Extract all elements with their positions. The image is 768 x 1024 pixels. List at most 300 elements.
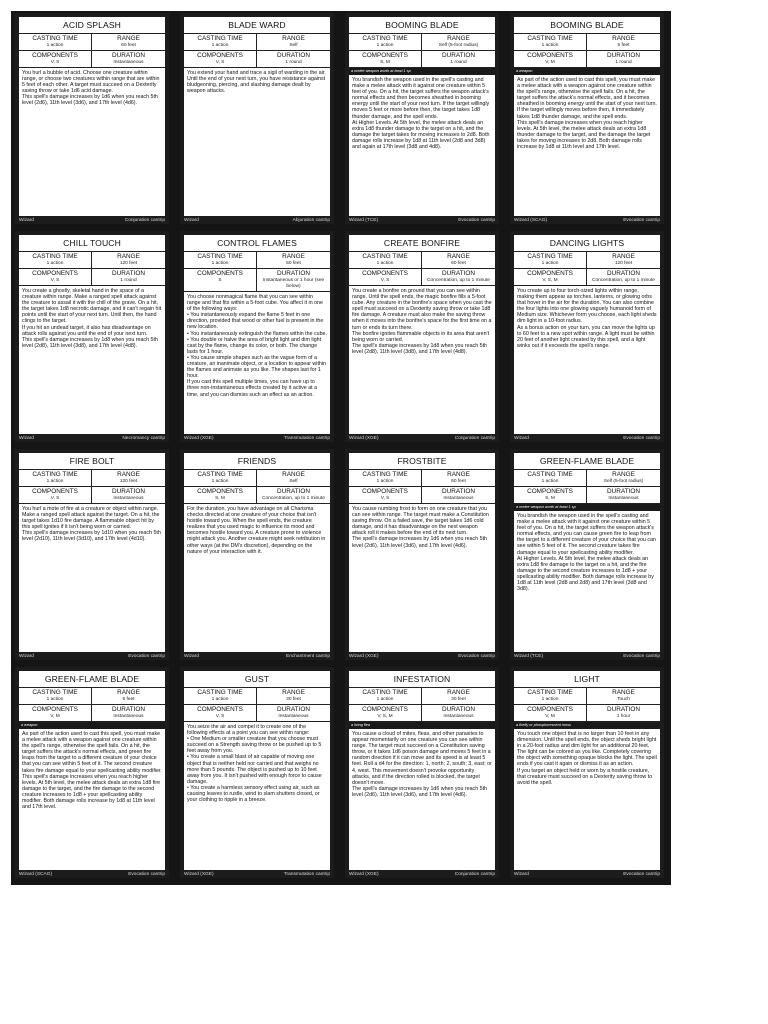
casting-time-cell bbox=[514, 252, 587, 268]
casting-time-value: 1 action bbox=[376, 43, 394, 48]
casting-time-label: CASTING TIME bbox=[527, 689, 573, 696]
casting-time-value: 1 action bbox=[46, 261, 64, 266]
card-footer bbox=[184, 216, 330, 224]
spell-description: As part of the action used to cast this spell, you must make a melee attack with a weapon against one creature within the spell's range, otherwise the spell fails. On a hit, the target suffers the attack's normal effects, and green fire leaps from the target to a different creature of your choice that you can see within 5 feet of it. The second creature takes fire damage equal to your spellcasting ability modifier. This spell's damage increases when you reach higher levels. At 5th level, the melee attack deals an extra 1d8 fire damage to the target, and the fire damage to the second creature increases to 1d8 + your spellcasting ability modifier. Both damage rolls increase by 1d8 at 11th level and 17th level. bbox=[22, 731, 162, 811]
range-cell bbox=[422, 688, 495, 704]
components-label: COMPONENTS bbox=[197, 488, 243, 495]
components-value: V, S bbox=[50, 60, 60, 65]
components-cell bbox=[514, 268, 587, 285]
casting-time-cell bbox=[19, 252, 92, 268]
casting-time-cell bbox=[184, 688, 257, 704]
range-cell bbox=[587, 252, 660, 268]
spell-title: ACID SPLASH bbox=[19, 17, 165, 34]
spell-card bbox=[15, 449, 169, 660]
range-cell bbox=[257, 688, 330, 704]
range-cell bbox=[92, 252, 165, 268]
duration-label: DURATION bbox=[607, 488, 640, 495]
spell-description: You create a bonfire on ground that you can see within range. Until the spell ends, the magic bonfire fills a 5-foot cube. Any creature in the bonfire's space when you cast the spell must succeed on a Dexterity saving throw or take 1d8 fire damage. A creature must also make the saving throw when it moves into the bonfire's space for the first time on a turn or ends its turn there. The bonfire ignites flammable objects in its area that aren't being worn or carried. The spell's damage increases by 1d8 when you reach 5th level (2d8), 11th level (3d8), and 17th level (4d8). bbox=[352, 288, 492, 355]
spell-card bbox=[345, 13, 499, 224]
components-value: V, S bbox=[380, 496, 390, 501]
components-cell bbox=[19, 704, 92, 721]
components-cell bbox=[514, 486, 587, 503]
components-label: COMPONENTS bbox=[32, 270, 78, 277]
spell-card bbox=[180, 13, 334, 224]
casting-time-cell bbox=[349, 470, 422, 486]
duration-value: 1 round bbox=[120, 278, 137, 283]
spell-source: Wizard bbox=[184, 653, 199, 659]
spell-card bbox=[15, 667, 169, 878]
casting-time-label: CASTING TIME bbox=[32, 35, 78, 42]
duration-label: DURATION bbox=[112, 52, 145, 59]
spell-card bbox=[345, 667, 499, 878]
duration-cell bbox=[587, 268, 660, 285]
card-body bbox=[19, 453, 165, 652]
spell-stats bbox=[19, 252, 165, 286]
spell-description: You create up to four torch-sized lights within range, making them appear as torches, lanterns, or glowing orbs that hover in the air for the duration. You can also combine the four lights into one glowing vaguely humanoid form of Medium size. Whichever form you choose, each light sheds dim light in a 10-foot radius. As a bonus action on your turn, you can move the lights up to 60 feet to a new spot within range. A light must be within 20 feet of another light created by this spell, and a light winks out if it exceeds the spell's range. bbox=[517, 288, 657, 349]
components-value: V, S bbox=[215, 60, 225, 65]
spell-title: FIRE BOLT bbox=[19, 453, 165, 470]
spell-school: Evocation cantrip bbox=[128, 871, 165, 877]
duration-value: Instantaneous bbox=[113, 496, 144, 501]
range-cell bbox=[422, 470, 495, 486]
components-label: COMPONENTS bbox=[362, 52, 408, 59]
range-cell bbox=[257, 34, 330, 50]
spell-description: You hurl a bubble of acid. Choose one creature within range, or choose two creatures within range that are within 5 feet of each other. A target must succeed on a Dexterity saving throw or take 1d6 acid damage. This spell's damage increases by 1d6 when you reach 5th level (2d6), 11th level (3d6), and 17th level (4d6). bbox=[22, 70, 160, 107]
casting-time-value: 1 action bbox=[211, 697, 229, 702]
spell-school: Evocation cantrip bbox=[623, 653, 660, 659]
range-value: Self bbox=[289, 43, 298, 48]
spell-stats bbox=[184, 688, 330, 722]
spell-school: Evocation cantrip bbox=[623, 435, 660, 441]
spell-card bbox=[510, 449, 664, 660]
components-value: V, M bbox=[50, 714, 60, 719]
spell-school: Enchantment cantrip bbox=[286, 653, 330, 659]
spell-title: CREATE BONFIRE bbox=[349, 235, 495, 252]
range-label: RANGE bbox=[117, 471, 140, 478]
spell-title: GREEN-FLAME BLADE bbox=[514, 453, 660, 470]
duration-cell bbox=[257, 486, 330, 503]
duration-label: DURATION bbox=[277, 52, 310, 59]
card-footer bbox=[349, 434, 495, 442]
components-label: COMPONENTS bbox=[32, 706, 78, 713]
spell-school: Transmutation cantrip bbox=[283, 435, 330, 441]
duration-cell bbox=[587, 486, 660, 503]
components-cell bbox=[349, 704, 422, 721]
range-cell bbox=[257, 252, 330, 268]
casting-time-cell bbox=[349, 688, 422, 704]
spell-source: Wizard (SCAG) bbox=[19, 871, 53, 877]
spell-school: Evocation cantrip bbox=[623, 871, 660, 877]
spell-stats bbox=[184, 34, 330, 68]
range-cell bbox=[587, 34, 660, 50]
card-footer bbox=[19, 216, 165, 224]
spell-source: Wizard (XGE) bbox=[184, 871, 214, 877]
range-label: RANGE bbox=[282, 35, 305, 42]
casting-time-value: 1 action bbox=[211, 261, 229, 266]
spell-card bbox=[15, 231, 169, 442]
spell-source: Wizard bbox=[19, 217, 34, 223]
material-component: a melee weapon worth at least 1 sp bbox=[349, 68, 495, 75]
card-footer bbox=[349, 216, 495, 224]
components-label: COMPONENTS bbox=[527, 270, 573, 277]
casting-time-cell bbox=[184, 34, 257, 50]
components-value: S bbox=[218, 278, 222, 283]
spell-title: CHILL TOUCH bbox=[19, 235, 165, 252]
range-label: RANGE bbox=[447, 253, 470, 260]
duration-label: DURATION bbox=[277, 706, 310, 713]
components-cell bbox=[184, 704, 257, 721]
card-body bbox=[19, 235, 165, 434]
duration-value: 1 hour bbox=[616, 714, 631, 719]
duration-value: Concentration, up to 1 minute bbox=[592, 278, 655, 283]
range-value: 60 feet bbox=[451, 261, 466, 266]
range-cell bbox=[257, 470, 330, 486]
range-value: Self bbox=[289, 479, 298, 484]
spell-stats bbox=[19, 688, 165, 722]
spell-card bbox=[510, 231, 664, 442]
casting-time-value: 1 action bbox=[211, 43, 229, 48]
casting-time-value: 1 action bbox=[46, 697, 64, 702]
spell-school: Abjuration cantrip bbox=[292, 217, 330, 223]
range-label: RANGE bbox=[117, 253, 140, 260]
duration-cell bbox=[257, 704, 330, 721]
duration-value: 1 round bbox=[285, 60, 302, 65]
duration-cell bbox=[92, 50, 165, 67]
range-cell bbox=[92, 688, 165, 704]
casting-time-cell bbox=[514, 470, 587, 486]
components-label: COMPONENTS bbox=[362, 706, 408, 713]
card-footer bbox=[19, 434, 165, 442]
components-label: COMPONENTS bbox=[527, 706, 573, 713]
spell-source: Wizard bbox=[514, 871, 529, 877]
casting-time-value: 1 action bbox=[541, 479, 559, 484]
casting-time-value: 1 action bbox=[376, 261, 394, 266]
card-body bbox=[184, 17, 330, 216]
spell-title: BLADE WARD bbox=[184, 17, 330, 34]
components-value: V, S, M bbox=[542, 278, 558, 283]
duration-value: Instantaneous bbox=[278, 714, 309, 719]
spell-source: Wizard bbox=[19, 435, 34, 441]
range-value: 60 feet bbox=[286, 261, 301, 266]
spell-school: Evocation cantrip bbox=[128, 653, 165, 659]
components-value: V, M bbox=[545, 714, 555, 719]
range-label: RANGE bbox=[117, 689, 140, 696]
spell-card bbox=[510, 667, 664, 878]
card-footer bbox=[184, 652, 330, 660]
spell-title: BOOMING BLADE bbox=[349, 17, 495, 34]
range-value: 120 feet bbox=[119, 479, 138, 484]
casting-time-label: CASTING TIME bbox=[527, 253, 573, 260]
duration-cell bbox=[422, 50, 495, 67]
casting-time-cell bbox=[514, 34, 587, 50]
components-value: S, M bbox=[380, 60, 390, 65]
range-value: Touch bbox=[617, 697, 630, 702]
duration-label: DURATION bbox=[112, 706, 145, 713]
range-value: 5 feet bbox=[617, 43, 630, 48]
card-body bbox=[349, 453, 495, 652]
duration-cell bbox=[422, 268, 495, 285]
range-label: RANGE bbox=[447, 471, 470, 478]
range-value: Self (5-foot radius) bbox=[438, 43, 479, 48]
duration-label: DURATION bbox=[607, 270, 640, 277]
range-cell bbox=[422, 252, 495, 268]
casting-time-label: CASTING TIME bbox=[32, 689, 78, 696]
spell-school: Evocation cantrip bbox=[458, 217, 495, 223]
range-cell bbox=[587, 688, 660, 704]
duration-cell bbox=[422, 486, 495, 503]
spell-school: Evocation cantrip bbox=[623, 217, 660, 223]
spell-source: Wizard (TCE) bbox=[514, 653, 544, 659]
spell-description: As part of the action used to cast this spell, you must make a melee attack with a weapon against one creature within the spell's range, otherwise the spell fails. On a hit, the target suffers the attack's normal effects, and it becomes sheathed in booming energy until the start of your next turn. If the target willingly moves before then, it immediately takes 1d8 thunder damage, and the spell ends. This spell's damage increases when you reach higher levels. At 5th level, the melee attack deals an extra 1d8 thunder damage to the target, and the damage the target takes for moving increases to 2d8. Both damage rolls increase by 1d8 at 11th level and 17th level. bbox=[517, 77, 657, 151]
range-value: Self (5-foot radius) bbox=[603, 479, 644, 484]
spell-stats bbox=[514, 252, 660, 286]
components-cell bbox=[19, 486, 92, 503]
spell-source: Wizard (XGE) bbox=[184, 435, 214, 441]
components-label: COMPONENTS bbox=[362, 270, 408, 277]
spell-stats bbox=[349, 688, 495, 722]
card-footer bbox=[184, 870, 330, 878]
duration-value: Instantaneous bbox=[113, 60, 144, 65]
spell-source: Wizard (TCE) bbox=[349, 217, 379, 223]
material-component: a melee weapon worth at least 1 sp bbox=[514, 504, 660, 511]
casting-time-value: 1 action bbox=[541, 261, 559, 266]
card-body bbox=[349, 235, 495, 434]
spell-school: Transmutation cantrip bbox=[283, 871, 330, 877]
spell-description: You brandish the weapon used in the spell's casting and make a melee attack with it against one creature within 5 feet of you. On a hit, the target suffers the weapon attack's normal effects, and you can cause green fire to leap from the target to a different creature of your choice that you can see within 5 feet of it. The second creature takes fire damage equal to your spellcasting ability modifier. At Higher Levels. At 5th level, the melee attack deals an extra 1d8 fire damage to the target on a hit, and the fire damage to the second creature increases to 1d8 + your spellcasting ability modifier. Both damage rolls increase by 1d8 at 11th level (2d8 and 2d8) and 17th level (3d8 and 3d8). bbox=[517, 513, 656, 593]
duration-value: Instantaneous bbox=[113, 714, 144, 719]
spell-source: Wizard (XGE) bbox=[349, 653, 379, 659]
duration-value: Instantaneous bbox=[443, 496, 474, 501]
casting-time-value: 1 action bbox=[376, 479, 394, 484]
spell-card bbox=[180, 231, 334, 442]
range-label: RANGE bbox=[447, 35, 470, 42]
range-label: RANGE bbox=[282, 471, 305, 478]
range-value: 60 feet bbox=[451, 479, 466, 484]
components-label: COMPONENTS bbox=[197, 270, 243, 277]
casting-time-label: CASTING TIME bbox=[362, 471, 408, 478]
duration-cell bbox=[92, 704, 165, 721]
spell-description: You create a ghostly, skeletal hand in the space of a creature within range. Make a ranged spell attack against the creature to assail it with the chill of the grave. On a hit, the target takes 1d8 necrotic damage, and it can't regain hit points until the start of your next turn. Until then, the hand clings to the target. If you hit an undead target, it also has disadvantage on attack rolls against you until the end of your next turn. This spell's damage increases by 1d8 when you reach 5th level (2d8), 11th level (3d8), and 17th level (4d8). bbox=[22, 288, 162, 349]
duration-value: Concentration, up to 1 minute bbox=[427, 278, 490, 283]
card-body bbox=[514, 235, 660, 434]
material-component: a weapon bbox=[19, 722, 165, 729]
range-label: RANGE bbox=[282, 253, 305, 260]
duration-value: 1 round bbox=[615, 60, 632, 65]
range-label: RANGE bbox=[612, 35, 635, 42]
spell-stats bbox=[514, 34, 660, 68]
card-footer bbox=[514, 216, 660, 224]
spell-source: Wizard (XGE) bbox=[349, 871, 379, 877]
range-label: RANGE bbox=[447, 689, 470, 696]
range-value: 120 feet bbox=[119, 261, 138, 266]
spell-source: Wizard bbox=[184, 217, 199, 223]
duration-label: DURATION bbox=[442, 488, 475, 495]
spell-description: For the duration, you have advantage on all Charisma checks directed at one creature of your choice that isn't hostile toward you. When the spell ends, the creature realizes that you used magic to influence its mood and becomes hostile toward you. A creature prone to violence might attack you. Another creature might seek retribution in other ways (at the DM's discretion), depending on the nature of your interaction with it. bbox=[187, 506, 327, 555]
duration-cell bbox=[587, 704, 660, 721]
spell-description: You cause numbing frost to form on one creature that you can see within range. The target must make a Constitution saving throw. On a failed save, the target takes 1d6 cold damage, and it has disadvantage on the next weapon attack roll it makes before the end of its next turn. The spell's damage increases by 1d6 when you reach 5th level (2d6), 11th level (3d6), and 17th level (4d6). bbox=[352, 506, 489, 549]
casting-time-label: CASTING TIME bbox=[32, 471, 78, 478]
casting-time-label: CASTING TIME bbox=[527, 35, 573, 42]
spell-stats bbox=[349, 34, 495, 68]
range-label: RANGE bbox=[282, 689, 305, 696]
casting-time-value: 1 action bbox=[376, 697, 394, 702]
components-cell bbox=[19, 50, 92, 67]
range-label: RANGE bbox=[612, 689, 635, 696]
duration-cell bbox=[257, 268, 330, 291]
material-component: a firefly or phosphorescent moss bbox=[514, 722, 660, 729]
casting-time-cell bbox=[349, 252, 422, 268]
spell-description: You choose nonmagical flame that you can see within range and that fits within a 5-foot cube. You affect it in one of the following ways: • You instantaneously expand the flame 5 feet in one direction, provided that wood or other fuel is present in the new location. • You instantaneously extinguish the flames within the cube. • You double or halve the area of bright light and dim light cast by the flame, change its color, or both. The change lasts for 1 hour. • You cause simple shapes such as the vague form of a creature, an inanimate object, or a location to appear within the flames and animate as you like. The shapes last for 1 hour. If you cast this spell multiple times, you can have up to three non-instantaneous effects created by it active at a time, and you can dismiss such an effect as an action. bbox=[187, 294, 327, 398]
duration-value: 1 round bbox=[450, 60, 467, 65]
range-cell bbox=[92, 34, 165, 50]
casting-time-label: CASTING TIME bbox=[197, 689, 243, 696]
spell-title: FROSTBITE bbox=[349, 453, 495, 470]
spell-source: Wizard (XGE) bbox=[349, 435, 379, 441]
spell-stats bbox=[349, 252, 495, 286]
card-body bbox=[349, 17, 495, 216]
card-footer bbox=[19, 870, 165, 878]
components-value: V, S bbox=[50, 278, 60, 283]
spell-stats bbox=[19, 34, 165, 68]
material-component: a living flea bbox=[349, 722, 495, 729]
components-value: S, M bbox=[215, 496, 225, 501]
duration-label: DURATION bbox=[112, 488, 145, 495]
components-value: V, S bbox=[215, 714, 225, 719]
spell-source: Wizard bbox=[514, 435, 529, 441]
duration-cell bbox=[92, 486, 165, 503]
components-cell bbox=[349, 486, 422, 503]
spell-school: Conjuration cantrip bbox=[454, 435, 495, 441]
spell-title: LIGHT bbox=[514, 671, 660, 688]
duration-cell bbox=[257, 50, 330, 67]
card-body bbox=[19, 17, 165, 216]
duration-label: DURATION bbox=[277, 488, 310, 495]
duration-cell bbox=[587, 50, 660, 67]
components-cell bbox=[184, 50, 257, 67]
card-body bbox=[19, 671, 165, 870]
range-label: RANGE bbox=[117, 35, 140, 42]
casting-time-label: CASTING TIME bbox=[197, 35, 243, 42]
components-cell bbox=[349, 268, 422, 285]
casting-time-cell bbox=[184, 252, 257, 268]
components-label: COMPONENTS bbox=[197, 52, 243, 59]
card-footer bbox=[514, 652, 660, 660]
duration-cell bbox=[92, 268, 165, 285]
spell-card bbox=[180, 449, 334, 660]
casting-time-label: CASTING TIME bbox=[32, 253, 78, 260]
spell-title: GREEN-FLAME BLADE bbox=[19, 671, 165, 688]
duration-label: DURATION bbox=[442, 706, 475, 713]
spell-description: You extend your hand and trace a sigil of warding in the air. Until the end of your next turn, you have resistance against bludgeoning, piercing, and slashing damage dealt by weapon attacks. bbox=[187, 70, 328, 95]
components-label: COMPONENTS bbox=[362, 488, 408, 495]
range-cell bbox=[587, 470, 660, 486]
duration-value: Concentration, up to 1 minute bbox=[262, 496, 325, 501]
duration-label: DURATION bbox=[442, 52, 475, 59]
range-label: RANGE bbox=[612, 253, 635, 260]
components-label: COMPONENTS bbox=[527, 488, 573, 495]
casting-time-label: CASTING TIME bbox=[362, 253, 408, 260]
components-value: V, S, M bbox=[377, 714, 393, 719]
card-footer bbox=[349, 652, 495, 660]
card-footer bbox=[514, 434, 660, 442]
range-value: 60 feet bbox=[121, 43, 136, 48]
components-cell bbox=[184, 486, 257, 503]
card-body bbox=[184, 453, 330, 652]
components-cell bbox=[349, 50, 422, 67]
components-label: COMPONENTS bbox=[197, 706, 243, 713]
components-cell bbox=[19, 268, 92, 285]
duration-label: DURATION bbox=[277, 270, 310, 277]
spell-school: Conjuration cantrip bbox=[454, 871, 495, 877]
spell-source: Wizard (SCAG) bbox=[514, 217, 548, 223]
duration-label: DURATION bbox=[607, 52, 640, 59]
casting-time-label: CASTING TIME bbox=[362, 35, 408, 42]
card-body bbox=[514, 453, 660, 652]
card-body bbox=[514, 671, 660, 870]
spell-card bbox=[15, 13, 169, 224]
card-body bbox=[184, 671, 330, 870]
spell-description: You seize the air and compel it to create one of the following effects at a point you can see within range: • One Medium or smaller creature that you choose must succeed on a Strength saving throw or be pushed up to 5 feet away from you. • You create a small blast of air capable of moving one object that is neither held nor carried and that weighs no more than 5 pounds. The object is pushed up to 10 feet away from you. It isn't pushed with enough force to cause damage. • You create a harmless sensory effect using air, such as causing leaves to rustle, wind to slam shutters closed, or your clothing to ripple in a breeze. bbox=[187, 724, 322, 804]
card-footer bbox=[184, 434, 330, 442]
card-sheet bbox=[11, 11, 671, 885]
casting-time-value: 1 action bbox=[211, 479, 229, 484]
spell-card bbox=[345, 231, 499, 442]
casting-time-cell bbox=[19, 470, 92, 486]
casting-time-label: CASTING TIME bbox=[197, 253, 243, 260]
components-cell bbox=[514, 50, 587, 67]
casting-time-cell bbox=[184, 470, 257, 486]
material-component: a weapon bbox=[514, 68, 660, 75]
spell-school: Conjuration cantrip bbox=[124, 217, 165, 223]
components-value: S, M bbox=[545, 496, 555, 501]
spell-title: CONTROL FLAMES bbox=[184, 235, 330, 252]
spell-stats bbox=[349, 470, 495, 504]
range-cell bbox=[422, 34, 495, 50]
range-label: RANGE bbox=[612, 471, 635, 478]
card-footer bbox=[349, 870, 495, 878]
spell-card bbox=[510, 13, 664, 224]
duration-label: DURATION bbox=[607, 706, 640, 713]
components-cell bbox=[184, 268, 257, 291]
casting-time-cell bbox=[514, 688, 587, 704]
range-cell bbox=[92, 470, 165, 486]
spell-title: INFESTATION bbox=[349, 671, 495, 688]
spell-description: You brandish the weapon used in the spell's casting and make a melee attack with it against one creature within 5 feet of you. On a hit, the target suffers the weapon attack's normal effects and then becomes sheathed in booming energy until the start of your next turn. If the target willingly moves 5 feet or more before then, the target takes 1d8 thunder damage, and the spell ends. At Higher Levels. At 5th level, the melee attack deals an extra 1d8 thunder damage to the target on a hit, and the damage the target takes for moving increases to 2d8. Both damage rolls increase by 1d8 at 11th level (2d8 and 3d8) and again at 17th level (3d8 and 4d8). bbox=[352, 77, 490, 151]
components-label: COMPONENTS bbox=[32, 488, 78, 495]
range-value: 120 feet bbox=[614, 261, 633, 266]
spell-description: You touch one object that is no larger than 10 feet in any dimension. Until the spell ends, the object sheds bright light in a 20-foot radius and dim light for an additional 20 feet. The light can be colored as you like. Completely covering the object with something opaque blocks the light. The spell ends if you cast it again or dismiss it as an action. If you target an object held or worn by a hostile creature, that creature must succeed on a Dexterity saving throw to avoid the spell. bbox=[517, 731, 657, 786]
spell-title: DANCING LIGHTS bbox=[514, 235, 660, 252]
components-value: V, M bbox=[545, 60, 555, 65]
duration-label: DURATION bbox=[442, 270, 475, 277]
duration-value: Instantaneous bbox=[443, 714, 474, 719]
spell-title: FRIENDS bbox=[184, 453, 330, 470]
range-value: 30 feet bbox=[286, 697, 301, 702]
range-value: 5 feet bbox=[122, 697, 135, 702]
casting-time-label: CASTING TIME bbox=[527, 471, 573, 478]
spell-school: Necromancy cantrip bbox=[122, 435, 165, 441]
spell-description: You hurl a mote of fire at a creature or object within range. Make a ranged spell attack against the target. On a hit, the target takes 1d10 fire damage. A flammable object hit by this spell ignites if it isn't being worn or carried. This spell's damage increases by 1d10 when you reach 5th level (2d10), 11th level (3d10), and 17th level (4d10). bbox=[22, 506, 161, 543]
casting-time-cell bbox=[19, 34, 92, 50]
casting-time-label: CASTING TIME bbox=[197, 471, 243, 478]
casting-time-cell bbox=[349, 34, 422, 50]
range-value: 30 feet bbox=[451, 697, 466, 702]
spell-title: BOOMING BLADE bbox=[514, 17, 660, 34]
card-footer bbox=[514, 870, 660, 878]
card-footer bbox=[19, 652, 165, 660]
components-label: COMPONENTS bbox=[527, 52, 573, 59]
card-body bbox=[514, 17, 660, 216]
